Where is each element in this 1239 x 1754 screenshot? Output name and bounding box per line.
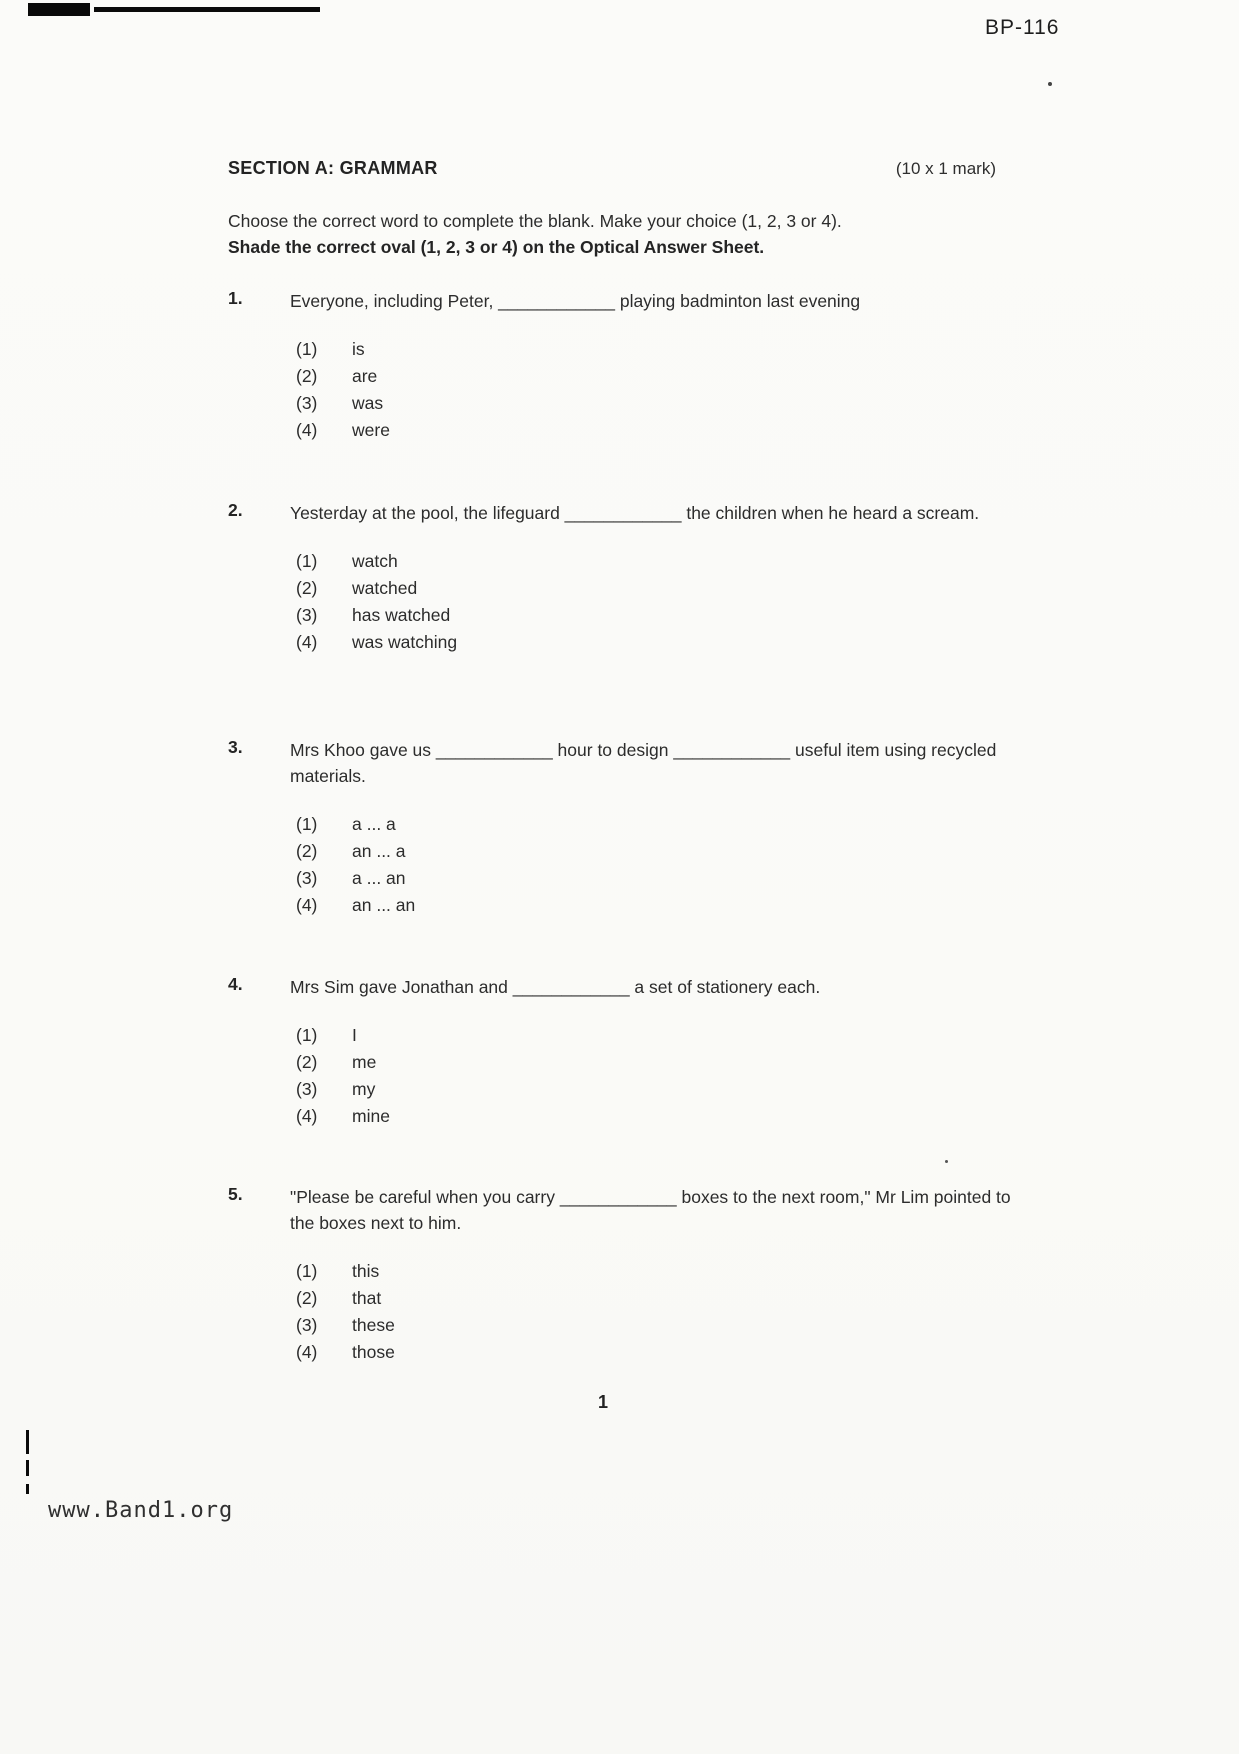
section-header: [228, 158, 996, 179]
option-text: those: [352, 1342, 395, 1362]
scan-artifact-line: [94, 7, 320, 12]
option-number: (2): [296, 841, 318, 861]
option-row: [296, 1022, 1028, 1049]
instructions-line-1: Choose the correct word to complete the blank. Make your choice (1, 2, 3 or 4).: [228, 211, 842, 231]
scan-artifact-dot: [1048, 82, 1052, 86]
question-text: Mrs Khoo gave us ____________ hour to design ____________ useful item using recycled materials.: [290, 740, 997, 786]
section-title: SECTION A: GRAMMAR: [228, 158, 438, 178]
question-block-1: [228, 288, 1028, 444]
option-row: [296, 602, 1028, 629]
option-text: my: [352, 1079, 376, 1099]
option-number: (1): [296, 1261, 318, 1281]
question-number: 1.: [228, 288, 243, 308]
option-text: has watched: [352, 605, 451, 625]
option-number: (2): [296, 1052, 318, 1072]
option-number: (1): [296, 339, 318, 359]
option-text: watch: [352, 551, 398, 571]
option-text: me: [352, 1052, 377, 1072]
option-number: (4): [296, 895, 318, 915]
option-text: was: [352, 393, 384, 413]
option-number: (1): [296, 1025, 318, 1045]
options-list: [296, 548, 1028, 656]
option-text: an ... an: [352, 895, 416, 915]
doc-code: BP-116: [985, 16, 1060, 39]
option-number: (4): [296, 1342, 318, 1362]
question-block-4: [228, 974, 1028, 1130]
option-row: [296, 1285, 1028, 1312]
options-list: [296, 1022, 1028, 1130]
option-row: [296, 838, 1028, 865]
question-number: 3.: [228, 737, 243, 757]
scan-artifact-dash: [26, 1460, 29, 1476]
option-number: (3): [296, 868, 318, 888]
option-number: (3): [296, 1315, 318, 1335]
option-row: [296, 336, 1028, 363]
option-row: [296, 1258, 1028, 1285]
option-row: [296, 1049, 1028, 1076]
option-row: [296, 575, 1028, 602]
scan-artifact-bar: [28, 3, 90, 16]
option-text: that: [352, 1288, 382, 1308]
section-marks: (10 x 1 mark): [895, 159, 996, 178]
question-row: [228, 737, 1028, 789]
option-text: watched: [352, 578, 418, 598]
question-text: Mrs Sim gave Jonathan and ____________ a set of stationery each.: [290, 977, 821, 997]
option-text: was watching: [352, 632, 458, 652]
option-number: (3): [296, 1079, 318, 1099]
question-number: 2.: [228, 500, 243, 520]
option-number: (3): [296, 605, 318, 625]
scan-artifact-dot: [945, 1160, 948, 1163]
option-row: [296, 1339, 1028, 1366]
question-number: 5.: [228, 1184, 243, 1204]
option-number: (4): [296, 420, 318, 440]
option-text: a ... a: [352, 814, 396, 834]
options-list: [296, 811, 1028, 919]
page-number: 1: [598, 1392, 609, 1412]
question-row: [228, 500, 1028, 526]
option-row: [296, 417, 1028, 444]
question-row: [228, 1184, 1028, 1236]
option-text: I: [352, 1025, 357, 1045]
option-row: [296, 1312, 1028, 1339]
footer-url: www.Band1.org: [48, 1498, 234, 1523]
question-row: [228, 974, 1028, 1000]
option-text: are: [352, 366, 378, 386]
option-text: these: [352, 1315, 395, 1335]
question-block-5: [228, 1184, 1028, 1366]
option-text: an ... a: [352, 841, 406, 861]
options-list: [296, 336, 1028, 444]
question-text: Everyone, including Peter, ____________ playing badminton last evening: [290, 291, 861, 311]
option-number: (4): [296, 1106, 318, 1126]
question-text: "Please be careful when you carry ____________ boxes to the next room," Mr Lim pointed to the boxes next to him.: [290, 1187, 1011, 1233]
options-list: [296, 1258, 1028, 1366]
option-text: a ... an: [352, 868, 406, 888]
option-text: were: [352, 420, 390, 440]
option-row: [296, 390, 1028, 417]
option-number: (3): [296, 393, 318, 413]
scan-artifact-dash: [26, 1484, 29, 1494]
question-number: 4.: [228, 974, 243, 994]
question-row: [228, 288, 1028, 314]
question-block-2: [228, 500, 1028, 656]
option-number: (2): [296, 1288, 318, 1308]
scan-artifact-dash: [26, 1430, 29, 1454]
option-row: [296, 811, 1028, 838]
option-row: [296, 629, 1028, 656]
option-row: [296, 1076, 1028, 1103]
option-number: (1): [296, 551, 318, 571]
option-text: mine: [352, 1106, 390, 1126]
option-row: [296, 548, 1028, 575]
option-row: [296, 892, 1028, 919]
option-text: this: [352, 1261, 380, 1281]
option-row: [296, 865, 1028, 892]
option-row: [296, 1103, 1028, 1130]
instructions: [228, 208, 1008, 260]
instructions-line-2: Shade the correct oval (1, 2, 3 or 4) on the Optical Answer Sheet.: [228, 237, 765, 257]
option-number: (4): [296, 632, 318, 652]
option-text: is: [352, 339, 365, 359]
option-row: [296, 363, 1028, 390]
option-number: (2): [296, 578, 318, 598]
option-number: (2): [296, 366, 318, 386]
option-number: (1): [296, 814, 318, 834]
question-text: Yesterday at the pool, the lifeguard ____________ the children when he heard a scream.: [290, 503, 980, 523]
question-block-3: [228, 737, 1028, 919]
